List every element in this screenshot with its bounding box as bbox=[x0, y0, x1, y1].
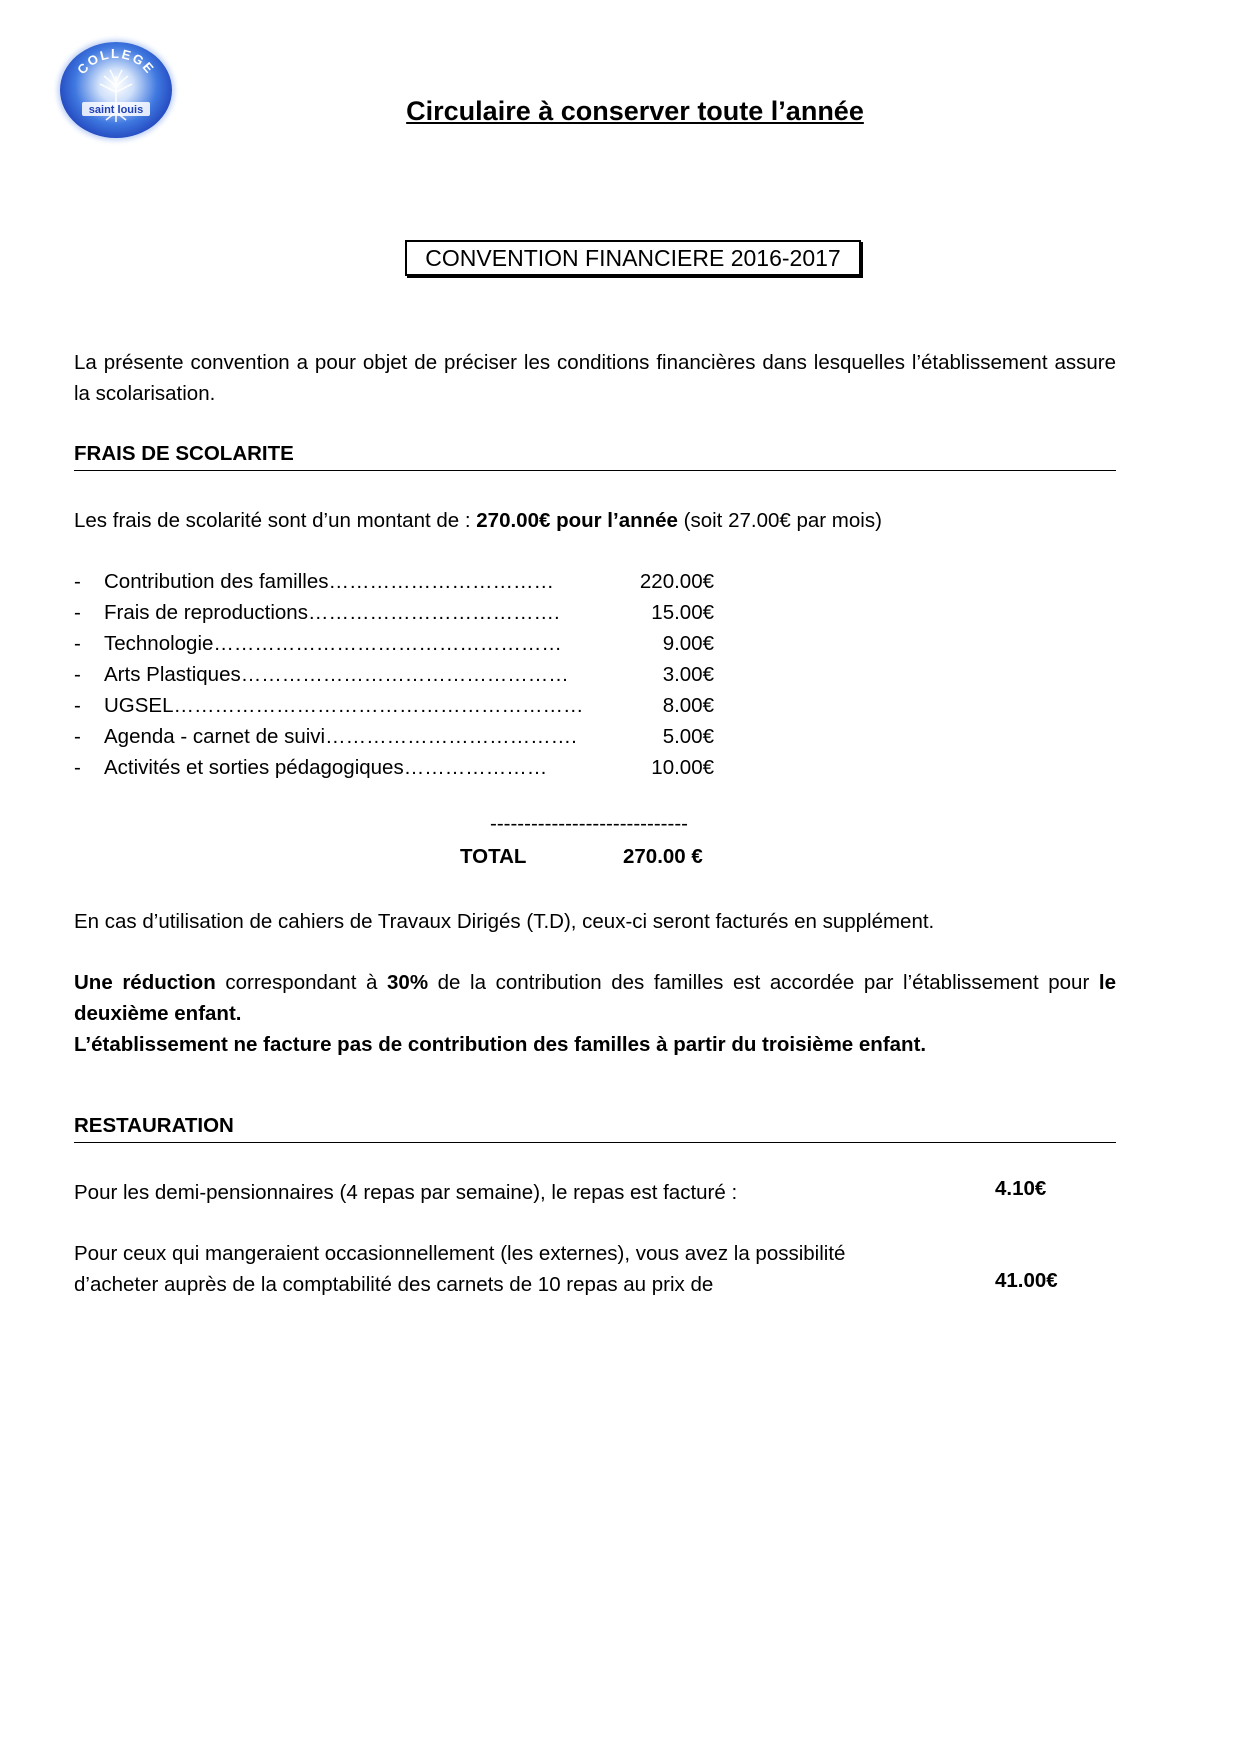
reduction-paragraph bbox=[74, 967, 1116, 1029]
fee-item-dash: - bbox=[74, 601, 81, 624]
externes-line-1: Pour ceux qui mangeraient occasionnellement (les externes), vous avez la possibilité bbox=[74, 1242, 846, 1265]
fee-item-label: Technologie…………………………………………… bbox=[104, 632, 562, 655]
fee-item-label: Contribution des familles…………………………… bbox=[104, 570, 554, 593]
frais-summary-prefix: Les frais de scolarité sont d’un montant de : bbox=[74, 509, 477, 532]
fee-item bbox=[74, 566, 714, 597]
fee-item bbox=[74, 597, 714, 628]
reduction-bold-1: Une réduction bbox=[74, 971, 216, 994]
logo-text-bottom: saint louis bbox=[88, 104, 144, 116]
fee-item-label: Agenda - carnet de suivi………………………………. bbox=[104, 725, 577, 748]
reduction-second-child: le deuxième enfant. bbox=[74, 971, 1116, 1025]
fee-item-label: UGSEL…………………………………………………… bbox=[104, 694, 584, 717]
fee-item bbox=[74, 721, 714, 752]
fee-item-amount: 9.00€ bbox=[662, 632, 714, 655]
fee-item-amount: 5.00€ bbox=[662, 725, 714, 748]
fee-item-amount: 10.00€ bbox=[651, 756, 714, 779]
total-amount: 270.00 € bbox=[623, 845, 703, 868]
total-label: TOTAL bbox=[460, 845, 527, 868]
fee-item bbox=[74, 628, 714, 659]
intro-paragraph: La présente convention a pour objet de préciser les conditions financières dans lesquelles l’établissement assure la scolarisation. bbox=[74, 351, 1116, 405]
fee-item-dash: - bbox=[74, 632, 81, 655]
frais-summary bbox=[74, 505, 1116, 536]
frais-summary-bold: 270.00€ pour l’année bbox=[476, 509, 678, 532]
fee-item-amount: 3.00€ bbox=[662, 663, 714, 686]
externes-line-2: d’acheter auprès de la comptabilité des carnets de 10 repas au prix de bbox=[74, 1273, 714, 1296]
frais-summary-suffix: (soit 27.00€ par mois) bbox=[677, 509, 882, 532]
fee-item bbox=[74, 659, 714, 690]
reduction-text-4: de la contribution des familles est accordée par l’établissement pour bbox=[428, 971, 1099, 994]
demi-pension-price: 4.10€ bbox=[995, 1177, 1047, 1200]
section-heading-frais: FRAIS DE SCOLARITE bbox=[74, 442, 1116, 471]
externes-price: 41.00€ bbox=[995, 1269, 1058, 1292]
fee-item-dash: - bbox=[74, 756, 81, 779]
fee-item-dash: - bbox=[74, 725, 81, 748]
fee-item-label: Frais de reproductions………………………………. bbox=[104, 601, 560, 624]
fee-item-dash: - bbox=[74, 694, 81, 717]
fee-item-amount: 8.00€ bbox=[662, 694, 714, 717]
section-heading-restauration: RESTAURATION bbox=[74, 1114, 1116, 1143]
reduction-third-child: L’établissement ne facture pas de contribution des familles à partir du troisième enfant. bbox=[74, 1033, 927, 1056]
logo-text-top: COLLEGE bbox=[74, 46, 158, 78]
td-note: En cas d’utilisation de cahiers de Travaux Dirigés (T.D), ceux-ci seront facturés en supplément. bbox=[74, 910, 935, 933]
convention-title-box: CONVENTION FINANCIERE 2016-2017 bbox=[405, 240, 861, 276]
fee-item-dash: - bbox=[74, 663, 81, 686]
demi-pension-text: Pour les demi-pensionnaires (4 repas par semaine), le repas est facturé : bbox=[74, 1181, 738, 1204]
fee-item-amount: 220.00€ bbox=[639, 570, 714, 593]
fee-item-dash: - bbox=[74, 570, 81, 593]
page-title: Circulaire à conserver toute l’année bbox=[406, 96, 864, 126]
fee-item-label: Arts Plastiques………………………………………… bbox=[104, 663, 569, 686]
total-separator: ----------------------------- bbox=[490, 812, 688, 835]
fee-item-label: Activités et sorties pédagogiques………………… bbox=[104, 756, 548, 779]
svg-text:COLLEGE bbox=[74, 46, 158, 77]
fee-item-amount: 15.00€ bbox=[651, 601, 714, 624]
reduction-percent: 30% bbox=[387, 971, 429, 994]
reduction-text-2: correspondant à bbox=[215, 971, 388, 994]
fee-item bbox=[74, 752, 714, 783]
fee-item bbox=[74, 690, 714, 721]
